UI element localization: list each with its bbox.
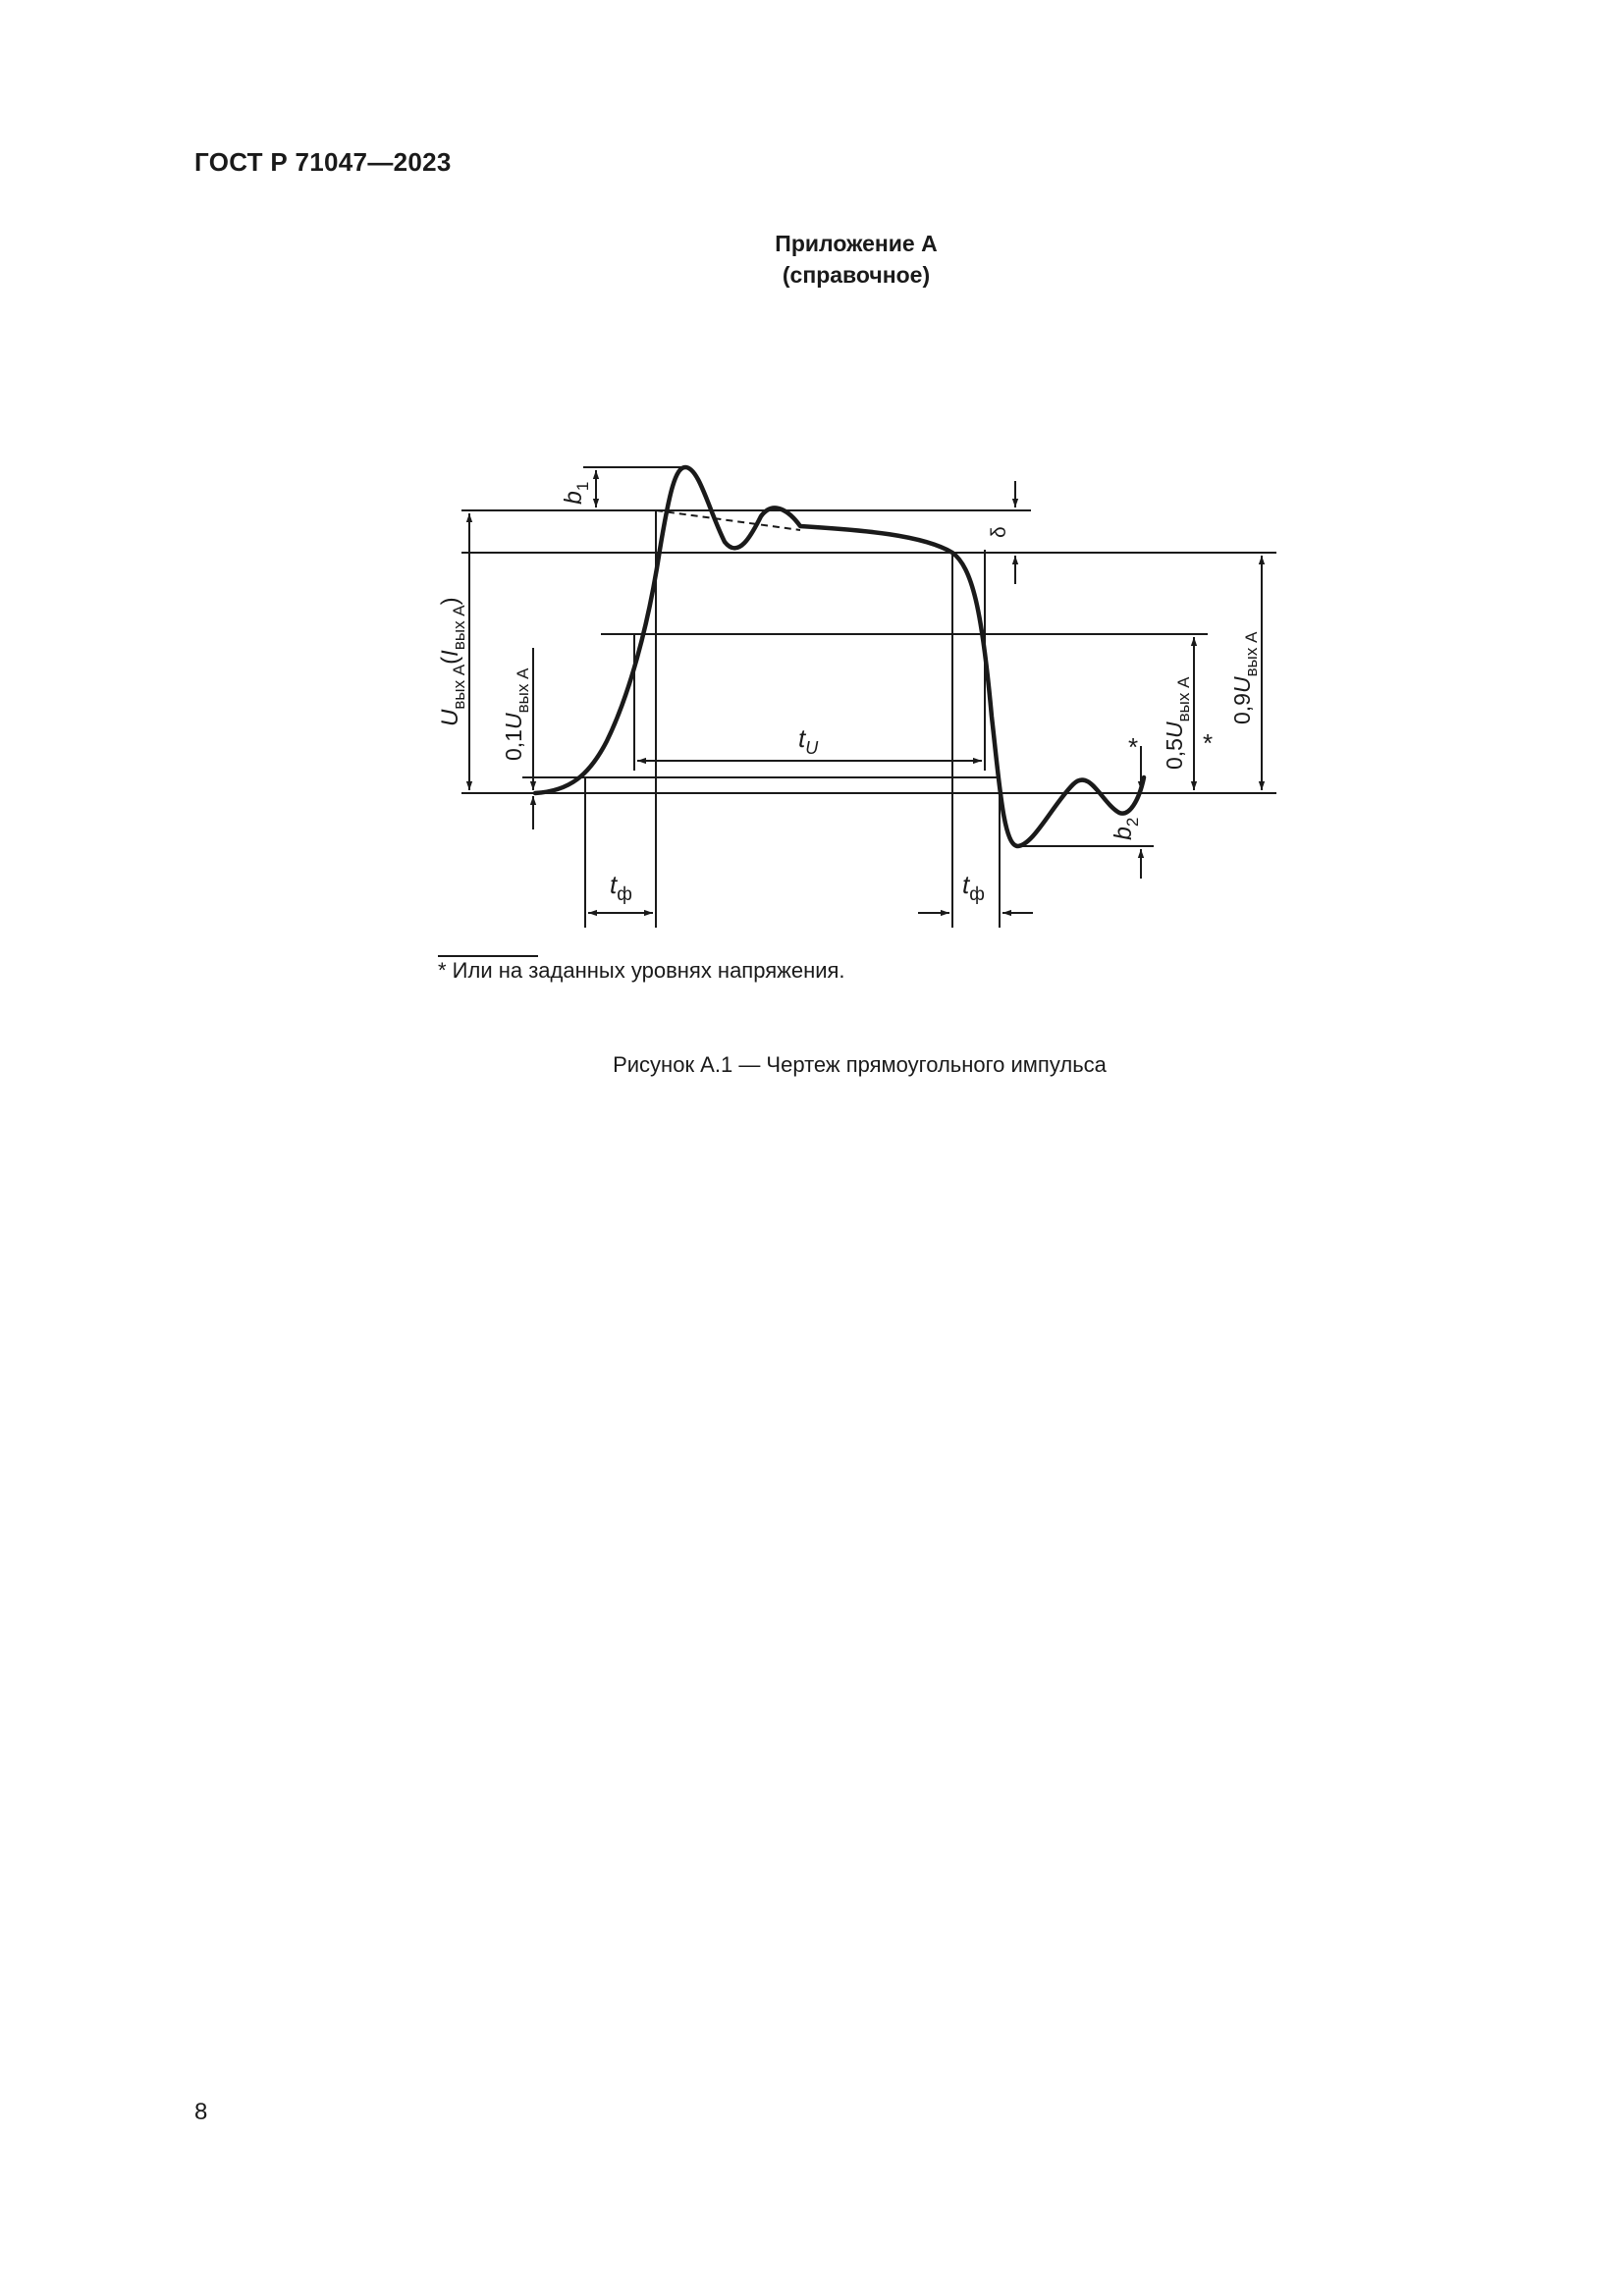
tu-label [798,723,819,758]
b1-main: b [560,491,587,505]
u09-sub: вых А [1242,631,1261,677]
document-header: ГОСТ Р 71047—2023 [194,147,452,177]
pulse-waveform [535,467,1144,846]
footnote-marker: * [438,958,447,983]
footnote-text: Или на заданных уровнях напряжения. [446,958,845,983]
b1-sub: 1 [573,481,592,492]
u-paren-close: ) [437,597,463,606]
u05-main: U [1162,721,1187,739]
star-marker-u05: * [1203,728,1214,758]
tf-right-label [962,870,985,905]
u-out-label [437,597,468,726]
u-sub2: вых А [450,605,468,651]
tf-right-main: t [962,870,970,899]
tf-left-label [610,870,632,905]
u-sub1: вых А [450,664,468,710]
appendix-title: Приложение А [775,231,938,256]
delta-label: δ [988,526,1010,538]
appendix-subtitle: (справочное) [782,262,931,288]
b2-sub: 2 [1123,817,1142,828]
tf-left-sub: ф [617,884,632,905]
tf-left-main: t [610,870,618,899]
reference-lines [461,467,1276,928]
b2-label [1110,818,1142,840]
u05-prefix: 0,5 [1162,738,1187,770]
u-paren-open: ( [437,656,463,665]
u01-sub: вых А [514,667,532,714]
u01-label [501,667,532,761]
b2-main: b [1110,827,1137,840]
tu-sub: U [805,738,819,758]
footnote [438,958,845,984]
figure-caption [0,1052,1624,1078]
u05-sub: вых А [1174,676,1193,722]
i-main: I [437,650,463,657]
footnote-rule [438,955,538,957]
u-main: U [437,709,463,726]
u01-main: U [501,713,526,730]
u01-prefix: 0,1 [501,729,526,761]
star-marker-b2: * [1128,732,1139,762]
tf-right-sub: ф [969,884,985,905]
u09-prefix: 0,9 [1229,693,1255,724]
u09-main: U [1229,676,1255,694]
u05-label [1162,676,1193,770]
page-number: 8 [194,2099,208,2125]
figure-caption-text: Рисунок А.1 — Чертеж прямоугольного импульса [613,1052,1107,1077]
tu-main: t [798,723,806,753]
dashed-overshoot-line [656,510,800,530]
b1-label [560,482,592,505]
u09-label [1229,631,1261,724]
